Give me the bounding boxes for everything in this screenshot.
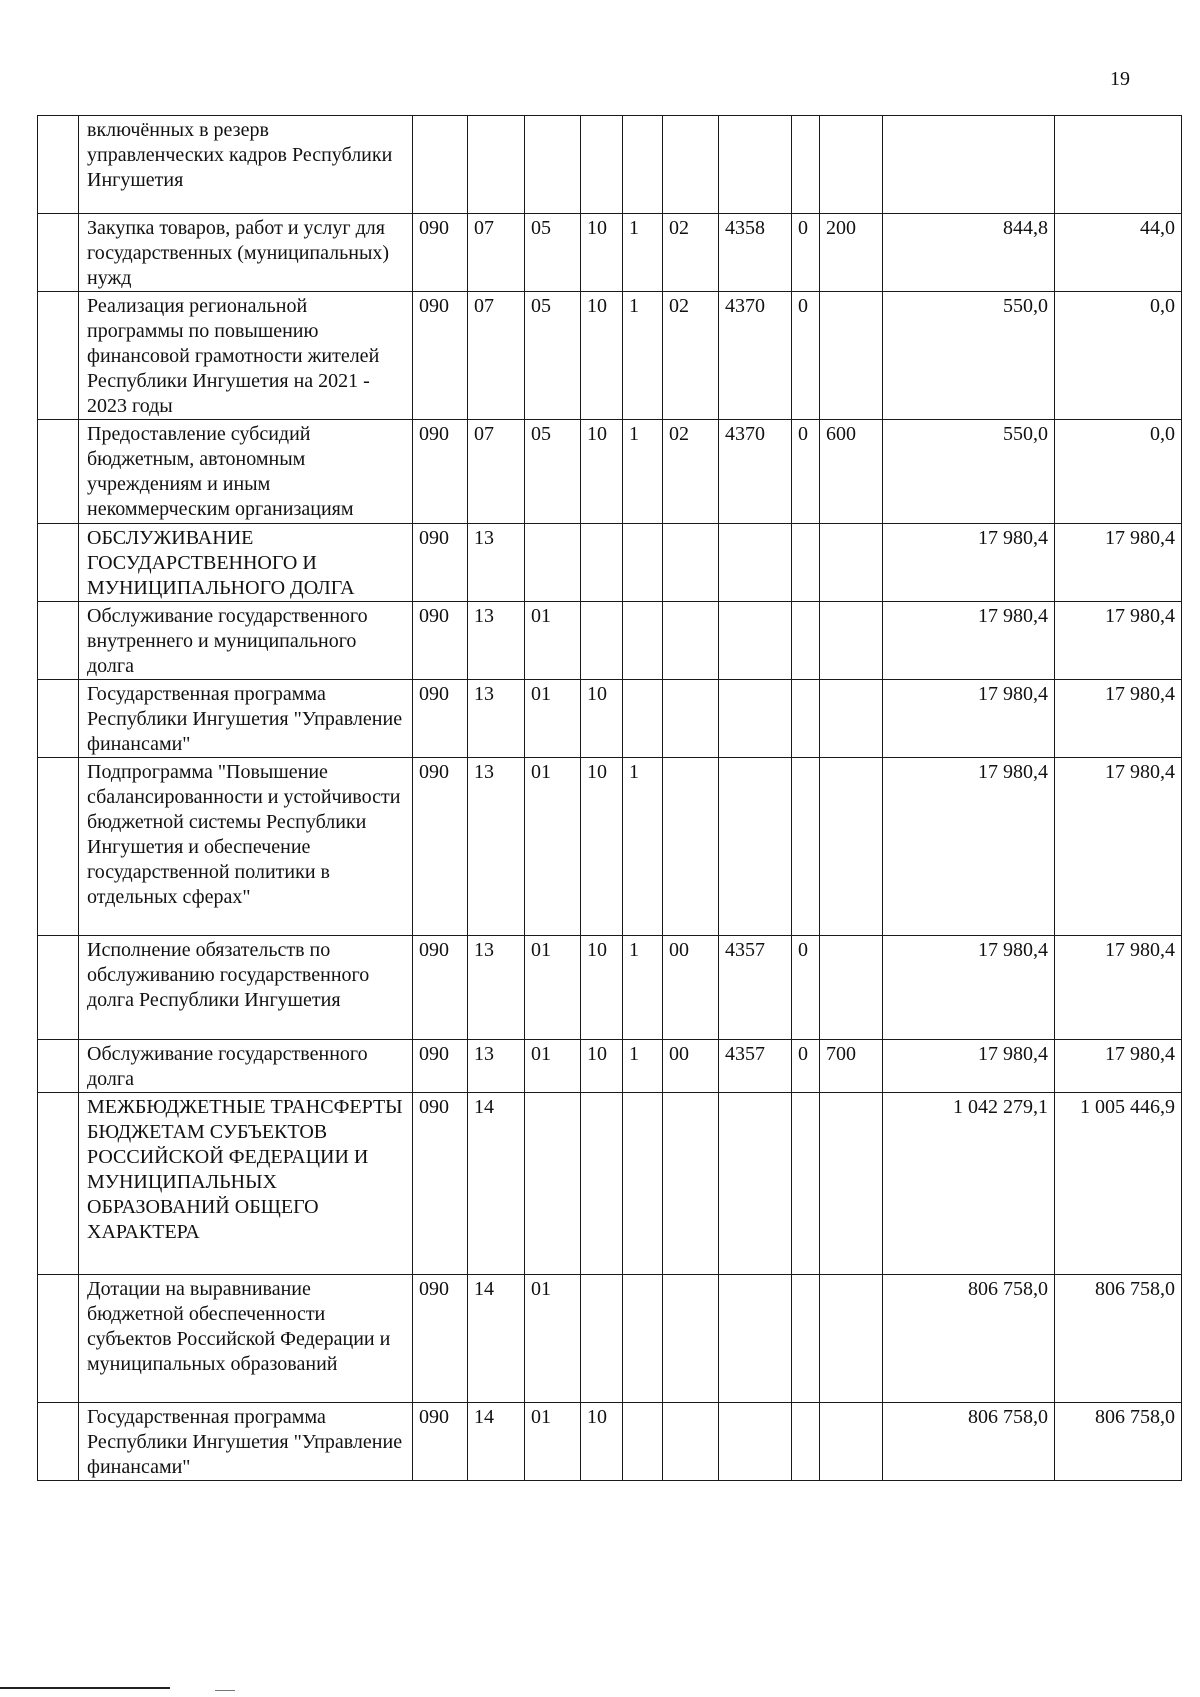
amount-cell-2: 17 980,4 bbox=[1055, 602, 1182, 680]
row-number-cell bbox=[38, 214, 79, 292]
table-row bbox=[38, 1093, 1182, 1275]
code-cell-c7 bbox=[719, 116, 792, 214]
amount-cell-2: 17 980,4 bbox=[1055, 524, 1182, 602]
row-name-cell: Обслуживание государственного долга bbox=[79, 1040, 413, 1093]
bottom-edge-mark bbox=[215, 1690, 235, 1691]
code-cell-c5: 1 bbox=[623, 1040, 663, 1093]
code-cell-c6 bbox=[663, 758, 719, 936]
code-cell-c6: 00 bbox=[663, 936, 719, 1040]
code-cell-c5 bbox=[623, 116, 663, 214]
code-cell-c8 bbox=[792, 116, 820, 214]
table-body bbox=[38, 116, 1182, 1481]
code-cell-c6 bbox=[663, 116, 719, 214]
row-number-cell bbox=[38, 758, 79, 936]
row-number-cell bbox=[38, 1093, 79, 1275]
code-cell-c1: 090 bbox=[413, 680, 468, 758]
code-cell-c8: 0 bbox=[792, 420, 820, 524]
code-cell-c3: 01 bbox=[525, 680, 581, 758]
table-row bbox=[38, 758, 1182, 936]
code-cell-c5: 1 bbox=[623, 758, 663, 936]
code-cell-c2: 13 bbox=[468, 758, 525, 936]
page-number: 19 bbox=[1110, 68, 1130, 90]
amount-cell-2: 17 980,4 bbox=[1055, 936, 1182, 1040]
code-cell-c3: 01 bbox=[525, 602, 581, 680]
code-cell-c2: 13 bbox=[468, 524, 525, 602]
code-cell-c2: 07 bbox=[468, 292, 525, 420]
amount-cell-1: 17 980,4 bbox=[883, 602, 1055, 680]
row-name-cell: Государственная программа Республики Ингушетия "Управление финансами" bbox=[79, 1403, 413, 1481]
code-cell-c9 bbox=[820, 602, 883, 680]
row-number-cell bbox=[38, 420, 79, 524]
amount-cell-1: 550,0 bbox=[883, 292, 1055, 420]
code-cell-c3: 05 bbox=[525, 214, 581, 292]
code-cell-c5: 1 bbox=[623, 936, 663, 1040]
code-cell-c9: 700 bbox=[820, 1040, 883, 1093]
code-cell-c6 bbox=[663, 1093, 719, 1275]
row-name-cell: Реализация региональной программы по повышению финансовой грамотности жителей Республики Ингушетия на 2021 - 2023 годы bbox=[79, 292, 413, 420]
code-cell-c6: 02 bbox=[663, 292, 719, 420]
code-cell-c8 bbox=[792, 602, 820, 680]
code-cell-c6 bbox=[663, 1403, 719, 1481]
code-cell-c2: 07 bbox=[468, 214, 525, 292]
code-cell-c3: 01 bbox=[525, 1403, 581, 1481]
code-cell-c9 bbox=[820, 1403, 883, 1481]
row-number-cell bbox=[38, 292, 79, 420]
amount-cell-1: 844,8 bbox=[883, 214, 1055, 292]
table-row bbox=[38, 214, 1182, 292]
code-cell-c8: 0 bbox=[792, 214, 820, 292]
amount-cell-1: 1 042 279,1 bbox=[883, 1093, 1055, 1275]
row-number-cell bbox=[38, 1040, 79, 1093]
code-cell-c7 bbox=[719, 758, 792, 936]
row-name-cell: Закупка товаров, работ и услуг для государственных (муниципальных) нужд bbox=[79, 214, 413, 292]
row-number-cell bbox=[38, 1403, 79, 1481]
code-cell-c9 bbox=[820, 758, 883, 936]
row-name-cell: Дотации на выравнивание бюджетной обеспеченности субъектов Российской Федерации и муниципальных образований bbox=[79, 1275, 413, 1403]
code-cell-c4 bbox=[581, 524, 623, 602]
code-cell-c2: 14 bbox=[468, 1093, 525, 1275]
code-cell-c8 bbox=[792, 524, 820, 602]
table-row bbox=[38, 1403, 1182, 1481]
code-cell-c2: 14 bbox=[468, 1403, 525, 1481]
row-number-cell bbox=[38, 116, 79, 214]
code-cell-c9 bbox=[820, 1275, 883, 1403]
table-row bbox=[38, 936, 1182, 1040]
code-cell-c7 bbox=[719, 1275, 792, 1403]
code-cell-c1: 090 bbox=[413, 758, 468, 936]
code-cell-c6 bbox=[663, 602, 719, 680]
code-cell-c3: 05 bbox=[525, 292, 581, 420]
code-cell-c7 bbox=[719, 1403, 792, 1481]
code-cell-c9 bbox=[820, 680, 883, 758]
code-cell-c2: 14 bbox=[468, 1275, 525, 1403]
code-cell-c4: 10 bbox=[581, 680, 623, 758]
code-cell-c5 bbox=[623, 602, 663, 680]
code-cell-c3 bbox=[525, 116, 581, 214]
code-cell-c6 bbox=[663, 680, 719, 758]
amount-cell-1: 550,0 bbox=[883, 420, 1055, 524]
row-name-cell: Предоставление субсидий бюджетным, автономным учреждениям и иным некоммерческим организациям bbox=[79, 420, 413, 524]
code-cell-c7 bbox=[719, 524, 792, 602]
code-cell-c8 bbox=[792, 680, 820, 758]
row-number-cell bbox=[38, 1275, 79, 1403]
code-cell-c4: 10 bbox=[581, 292, 623, 420]
budget-table bbox=[37, 115, 1182, 1481]
code-cell-c5 bbox=[623, 524, 663, 602]
code-cell-c2: 13 bbox=[468, 1040, 525, 1093]
code-cell-c1: 090 bbox=[413, 936, 468, 1040]
code-cell-c4: 10 bbox=[581, 758, 623, 936]
table-row bbox=[38, 420, 1182, 524]
code-cell-c7: 4358 bbox=[719, 214, 792, 292]
code-cell-c5: 1 bbox=[623, 214, 663, 292]
code-cell-c8: 0 bbox=[792, 292, 820, 420]
code-cell-c7: 4370 bbox=[719, 292, 792, 420]
table-row bbox=[38, 680, 1182, 758]
amount-cell-1 bbox=[883, 116, 1055, 214]
code-cell-c3: 01 bbox=[525, 936, 581, 1040]
code-cell-c4 bbox=[581, 602, 623, 680]
code-cell-c6: 02 bbox=[663, 420, 719, 524]
amount-cell-1: 17 980,4 bbox=[883, 936, 1055, 1040]
amount-cell-1: 806 758,0 bbox=[883, 1403, 1055, 1481]
code-cell-c6 bbox=[663, 1275, 719, 1403]
code-cell-c1: 090 bbox=[413, 602, 468, 680]
code-cell-c7: 4357 bbox=[719, 1040, 792, 1093]
table-row bbox=[38, 602, 1182, 680]
code-cell-c8 bbox=[792, 1403, 820, 1481]
code-cell-c1: 090 bbox=[413, 420, 468, 524]
row-number-cell bbox=[38, 680, 79, 758]
code-cell-c1: 090 bbox=[413, 292, 468, 420]
table-row bbox=[38, 292, 1182, 420]
amount-cell-2: 17 980,4 bbox=[1055, 1040, 1182, 1093]
code-cell-c8 bbox=[792, 1093, 820, 1275]
code-cell-c3 bbox=[525, 1093, 581, 1275]
code-cell-c4: 10 bbox=[581, 936, 623, 1040]
row-name-cell: Исполнение обязательств по обслуживанию государственного долга Республики Ингушетия bbox=[79, 936, 413, 1040]
code-cell-c4: 10 bbox=[581, 420, 623, 524]
code-cell-c5: 1 bbox=[623, 420, 663, 524]
code-cell-c2: 07 bbox=[468, 420, 525, 524]
amount-cell-2: 17 980,4 bbox=[1055, 680, 1182, 758]
code-cell-c7 bbox=[719, 1093, 792, 1275]
code-cell-c4: 10 bbox=[581, 1040, 623, 1093]
amount-cell-1: 17 980,4 bbox=[883, 1040, 1055, 1093]
code-cell-c4: 10 bbox=[581, 214, 623, 292]
code-cell-c8: 0 bbox=[792, 936, 820, 1040]
code-cell-c3: 01 bbox=[525, 758, 581, 936]
code-cell-c5 bbox=[623, 1275, 663, 1403]
code-cell-c4: 10 bbox=[581, 1403, 623, 1481]
table-row bbox=[38, 1040, 1182, 1093]
code-cell-c7: 4357 bbox=[719, 936, 792, 1040]
code-cell-c9 bbox=[820, 936, 883, 1040]
code-cell-c4 bbox=[581, 1093, 623, 1275]
amount-cell-2: 0,0 bbox=[1055, 420, 1182, 524]
code-cell-c1: 090 bbox=[413, 1275, 468, 1403]
row-name-cell: включённых в резерв управленческих кадров Республики Ингушетия bbox=[79, 116, 413, 214]
row-name-cell: ОБСЛУЖИВАНИЕ ГОСУДАРСТВЕННОГО И МУНИЦИПАЛЬНОГО ДОЛГА bbox=[79, 524, 413, 602]
row-name-cell: Обслуживание государственного внутреннего и муниципального долга bbox=[79, 602, 413, 680]
row-name-cell: Подпрограмма "Повышение сбалансированности и устойчивости бюджетной системы Республики Ингушетия и обеспечение государственной политики в отдельных сферах" bbox=[79, 758, 413, 936]
code-cell-c6: 02 bbox=[663, 214, 719, 292]
row-number-cell bbox=[38, 602, 79, 680]
code-cell-c4 bbox=[581, 1275, 623, 1403]
code-cell-c5: 1 bbox=[623, 292, 663, 420]
code-cell-c9 bbox=[820, 1093, 883, 1275]
code-cell-c9 bbox=[820, 292, 883, 420]
code-cell-c6 bbox=[663, 524, 719, 602]
code-cell-c3: 01 bbox=[525, 1040, 581, 1093]
bottom-edge-line bbox=[0, 1687, 170, 1689]
code-cell-c1: 090 bbox=[413, 1040, 468, 1093]
table-row bbox=[38, 1275, 1182, 1403]
code-cell-c9 bbox=[820, 116, 883, 214]
amount-cell-1: 17 980,4 bbox=[883, 680, 1055, 758]
code-cell-c2: 13 bbox=[468, 936, 525, 1040]
code-cell-c7 bbox=[719, 680, 792, 758]
amount-cell-2: 806 758,0 bbox=[1055, 1403, 1182, 1481]
amount-cell-2: 1 005 446,9 bbox=[1055, 1093, 1182, 1275]
amount-cell-2 bbox=[1055, 116, 1182, 214]
code-cell-c7: 4370 bbox=[719, 420, 792, 524]
amount-cell-1: 17 980,4 bbox=[883, 758, 1055, 936]
code-cell-c8 bbox=[792, 1275, 820, 1403]
amount-cell-2: 44,0 bbox=[1055, 214, 1182, 292]
code-cell-c1: 090 bbox=[413, 1403, 468, 1481]
code-cell-c3 bbox=[525, 524, 581, 602]
code-cell-c2: 13 bbox=[468, 680, 525, 758]
row-number-cell bbox=[38, 936, 79, 1040]
table-row bbox=[38, 524, 1182, 602]
code-cell-c9 bbox=[820, 524, 883, 602]
code-cell-c1: 090 bbox=[413, 214, 468, 292]
amount-cell-1: 806 758,0 bbox=[883, 1275, 1055, 1403]
code-cell-c6: 00 bbox=[663, 1040, 719, 1093]
code-cell-c1: 090 bbox=[413, 1093, 468, 1275]
table-row bbox=[38, 116, 1182, 214]
code-cell-c2 bbox=[468, 116, 525, 214]
code-cell-c8: 0 bbox=[792, 1040, 820, 1093]
code-cell-c5 bbox=[623, 680, 663, 758]
amount-cell-1: 17 980,4 bbox=[883, 524, 1055, 602]
code-cell-c4 bbox=[581, 116, 623, 214]
row-name-cell: Государственная программа Республики Ингушетия "Управление финансами" bbox=[79, 680, 413, 758]
code-cell-c5 bbox=[623, 1403, 663, 1481]
row-number-cell bbox=[38, 524, 79, 602]
amount-cell-2: 0,0 bbox=[1055, 292, 1182, 420]
code-cell-c9: 200 bbox=[820, 214, 883, 292]
code-cell-c5 bbox=[623, 1093, 663, 1275]
code-cell-c7 bbox=[719, 602, 792, 680]
code-cell-c2: 13 bbox=[468, 602, 525, 680]
code-cell-c3: 05 bbox=[525, 420, 581, 524]
code-cell-c1: 090 bbox=[413, 524, 468, 602]
amount-cell-2: 806 758,0 bbox=[1055, 1275, 1182, 1403]
code-cell-c3: 01 bbox=[525, 1275, 581, 1403]
amount-cell-2: 17 980,4 bbox=[1055, 758, 1182, 936]
code-cell-c8 bbox=[792, 758, 820, 936]
row-name-cell: МЕЖБЮДЖЕТНЫЕ ТРАНСФЕРТЫ БЮДЖЕТАМ СУБЪЕКТОВ РОССИЙСКОЙ ФЕДЕРАЦИИ И МУНИЦИПАЛЬНЫХ ОБРАЗОВАНИЙ ОБЩЕГО ХАРАКТЕРА bbox=[79, 1093, 413, 1275]
code-cell-c9: 600 bbox=[820, 420, 883, 524]
code-cell-c1 bbox=[413, 116, 468, 214]
